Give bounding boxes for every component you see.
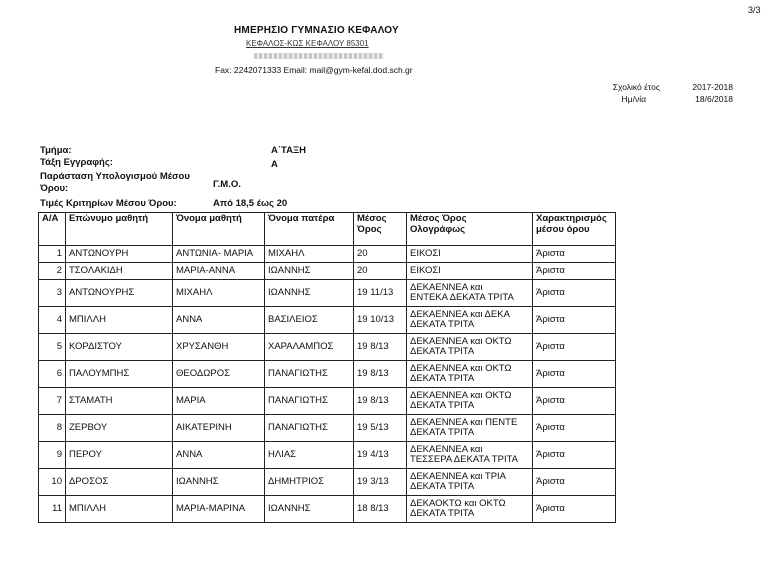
cell-average-words: ΔΕΚΑΕΝΝΕΑ και ΟΚΤΩ ΔΕΚΑΤΑ ΤΡΙΤΑ [407, 334, 533, 361]
cell-aa: 2 [39, 263, 66, 280]
grades-table [38, 212, 616, 523]
cell-name: ΑΝΝΑ [173, 442, 265, 469]
cell-average: 19 5/13 [354, 415, 407, 442]
cell-surname: ΣΤΑΜΑΤΗ [66, 388, 173, 415]
table-row [39, 246, 616, 263]
department-value: Α΄ΤΑΞΗ [271, 145, 306, 156]
cell-characterization: Άριστα [533, 361, 616, 388]
cell-characterization: Άριστα [533, 442, 616, 469]
cell-surname: ΖΕΡΒΟΥ [66, 415, 173, 442]
redacted-line [254, 53, 384, 59]
cell-aa: 4 [39, 307, 66, 334]
header-name: Όνομα μαθητή [173, 213, 265, 246]
table-row [39, 361, 616, 388]
cell-characterization: Άριστα [533, 415, 616, 442]
cell-average-words: ΔΕΚΑΕΝΝΕΑ και ΔΕΚΑ ΔΕΚΑΤΑ ΤΡΙΤΑ [407, 307, 533, 334]
header-aa: Α/Α [39, 213, 66, 246]
cell-average-words: ΔΕΚΑΕΝΝΕΑ και ΟΚΤΩ ΔΕΚΑΤΑ ΤΡΙΤΑ [407, 388, 533, 415]
cell-characterization: Άριστα [533, 280, 616, 307]
cell-aa: 11 [39, 496, 66, 523]
calc-label-line1: Παράσταση Υπολογισμού Μέσου [40, 171, 190, 182]
class-value: Α [271, 159, 278, 170]
cell-aa: 3 [39, 280, 66, 307]
school-year-label: Σχολικό έτος [612, 82, 660, 92]
header-surname: Επώνυμο μαθητή [66, 213, 173, 246]
cell-aa: 5 [39, 334, 66, 361]
cell-surname: ΠΕΡΟΥ [66, 442, 173, 469]
header-father: Όνομα πατέρα [265, 213, 354, 246]
cell-average-words: ΕΙΚΟΣΙ [407, 246, 533, 263]
school-contact: Fax: 2242071333 Email: mail@gym-kefal.dod.sch.gr [215, 65, 413, 75]
cell-name: ΜΑΡΙΑ-ΜΑΡΙΝΑ [173, 496, 265, 523]
header-characterization: Χαρακτηρισμός μέσου όρου [533, 213, 616, 246]
cell-surname: ΑΝΤΩΝΟΥΡΗΣ [66, 280, 173, 307]
cell-average-words: ΕΙΚΟΣΙ [407, 263, 533, 280]
date-value: 18/6/2018 [695, 94, 733, 104]
table-row [39, 496, 616, 523]
cell-average: 20 [354, 246, 407, 263]
cell-average: 19 3/13 [354, 469, 407, 496]
cell-father: ΙΩΑΝΝΗΣ [265, 496, 354, 523]
cell-surname: ΤΣΟΛΑΚΙΔΗ [66, 263, 173, 280]
criteria-value: Από 18,5 έως 20 [213, 198, 288, 209]
cell-average: 19 10/13 [354, 307, 407, 334]
cell-surname: ΔΡΟΣΟΣ [66, 469, 173, 496]
cell-father: ΔΗΜΗΤΡΙΟΣ [265, 469, 354, 496]
cell-aa: 1 [39, 246, 66, 263]
cell-surname: ΑΝΤΩΝΟΥΡΗ [66, 246, 173, 263]
cell-average-words: ΔΕΚΑΕΝΝΕΑ και ΕΝΤΕΚΑ ΔΕΚΑΤΑ ΤΡΙΤΑ [407, 280, 533, 307]
cell-average-words: ΔΕΚΑΕΝΝΕΑ και ΠΕΝΤΕ ΔΕΚΑΤΑ ΤΡΙΤΑ [407, 415, 533, 442]
table-row [39, 469, 616, 496]
cell-father: ΗΛΙΑΣ [265, 442, 354, 469]
cell-name: ΙΩΑΝΝΗΣ [173, 469, 265, 496]
cell-average: 19 8/13 [354, 361, 407, 388]
school-address: ΚΕΦΑΛΟΣ-ΚΩΣ ΚΕΦΑΛΟΥ 85301 [246, 39, 369, 48]
cell-father: ΙΩΑΝΝΗΣ [265, 263, 354, 280]
school-year-value: 2017-2018 [692, 82, 733, 92]
cell-average: 19 8/13 [354, 334, 407, 361]
cell-father: ΒΑΣΙΛΕΙΟΣ [265, 307, 354, 334]
date-label: Ημ/νία [621, 94, 646, 104]
cell-characterization: Άριστα [533, 307, 616, 334]
cell-surname: ΠΑΛΟΥΜΠΗΣ [66, 361, 173, 388]
cell-characterization: Άριστα [533, 246, 616, 263]
cell-name: ΜΑΡΙΑ-ΑΝΝΑ [173, 263, 265, 280]
cell-father: ΠΑΝΑΓΙΩΤΗΣ [265, 361, 354, 388]
cell-father: ΜΙΧΑΗΛ [265, 246, 354, 263]
cell-characterization: Άριστα [533, 263, 616, 280]
cell-name: ΜΙΧΑΗΛ [173, 280, 265, 307]
cell-surname: ΚΟΡΔΙΣΤΟΥ [66, 334, 173, 361]
table-row [39, 334, 616, 361]
cell-average-words: ΔΕΚΑΕΝΝΕΑ και ΤΡΙΑ ΔΕΚΑΤΑ ΤΡΙΤΑ [407, 469, 533, 496]
cell-name: ΘΕΟΔΩΡΟΣ [173, 361, 265, 388]
cell-average-words: ΔΕΚΑΟΚΤΩ και ΟΚΤΩ ΔΕΚΑΤΑ ΤΡΙΤΑ [407, 496, 533, 523]
criteria-label: Τιμές Κριτηρίων Μέσου Όρου: [40, 198, 177, 209]
cell-father: ΧΑΡΑΛΑΜΠΟΣ [265, 334, 354, 361]
cell-father: ΙΩΑΝΝΗΣ [265, 280, 354, 307]
cell-aa: 10 [39, 469, 66, 496]
cell-name: ΧΡΥΣΑΝΘΗ [173, 334, 265, 361]
cell-surname: ΜΠΙΛΛΗ [66, 496, 173, 523]
cell-average: 18 8/13 [354, 496, 407, 523]
cell-name: ΑΙΚΑΤΕΡΙΝΗ [173, 415, 265, 442]
cell-characterization: Άριστα [533, 388, 616, 415]
cell-aa: 8 [39, 415, 66, 442]
cell-characterization: Άριστα [533, 469, 616, 496]
cell-surname: ΜΠΙΛΛΗ [66, 307, 173, 334]
table-row [39, 280, 616, 307]
cell-aa: 9 [39, 442, 66, 469]
department-label: Τμήμα: [40, 145, 72, 156]
table-header-row [39, 213, 616, 246]
cell-average-words: ΔΕΚΑΕΝΝΕΑ και ΤΕΣΣΕΡΑ ΔΕΚΑΤΑ ΤΡΙΤΑ [407, 442, 533, 469]
cell-average: 19 4/13 [354, 442, 407, 469]
table-row [39, 307, 616, 334]
cell-name: ΑΝΝΑ [173, 307, 265, 334]
table-row [39, 415, 616, 442]
calc-label-line2: Όρου: [40, 183, 69, 194]
header-average: Μέσος Όρος [354, 213, 407, 246]
table-row [39, 442, 616, 469]
header-average-words: Μέσος Όρος Ολογράφως [407, 213, 533, 246]
cell-characterization: Άριστα [533, 496, 616, 523]
cell-father: ΠΑΝΑΓΙΩΤΗΣ [265, 415, 354, 442]
cell-name: ΑΝΤΩΝΙΑ- ΜΑΡΙΑ [173, 246, 265, 263]
cell-characterization: Άριστα [533, 334, 616, 361]
cell-father: ΠΑΝΑΓΙΩΤΗΣ [265, 388, 354, 415]
cell-average: 19 8/13 [354, 388, 407, 415]
cell-name: ΜΑΡΙΑ [173, 388, 265, 415]
page-number: 3/3 [748, 5, 761, 15]
table-row [39, 388, 616, 415]
cell-aa: 7 [39, 388, 66, 415]
cell-average: 19 11/13 [354, 280, 407, 307]
cell-average-words: ΔΕΚΑΕΝΝΕΑ και ΟΚΤΩ ΔΕΚΑΤΑ ΤΡΙΤΑ [407, 361, 533, 388]
class-label: Τάξη Εγγραφής: [40, 157, 113, 168]
cell-aa: 6 [39, 361, 66, 388]
school-name: ΗΜΕΡΗΣΙΟ ΓΥΜΝΑΣΙΟ ΚΕΦΑΛΟΥ [234, 25, 399, 36]
table-row [39, 263, 616, 280]
cell-average: 20 [354, 263, 407, 280]
calc-value: Γ.Μ.Ο. [213, 179, 241, 190]
